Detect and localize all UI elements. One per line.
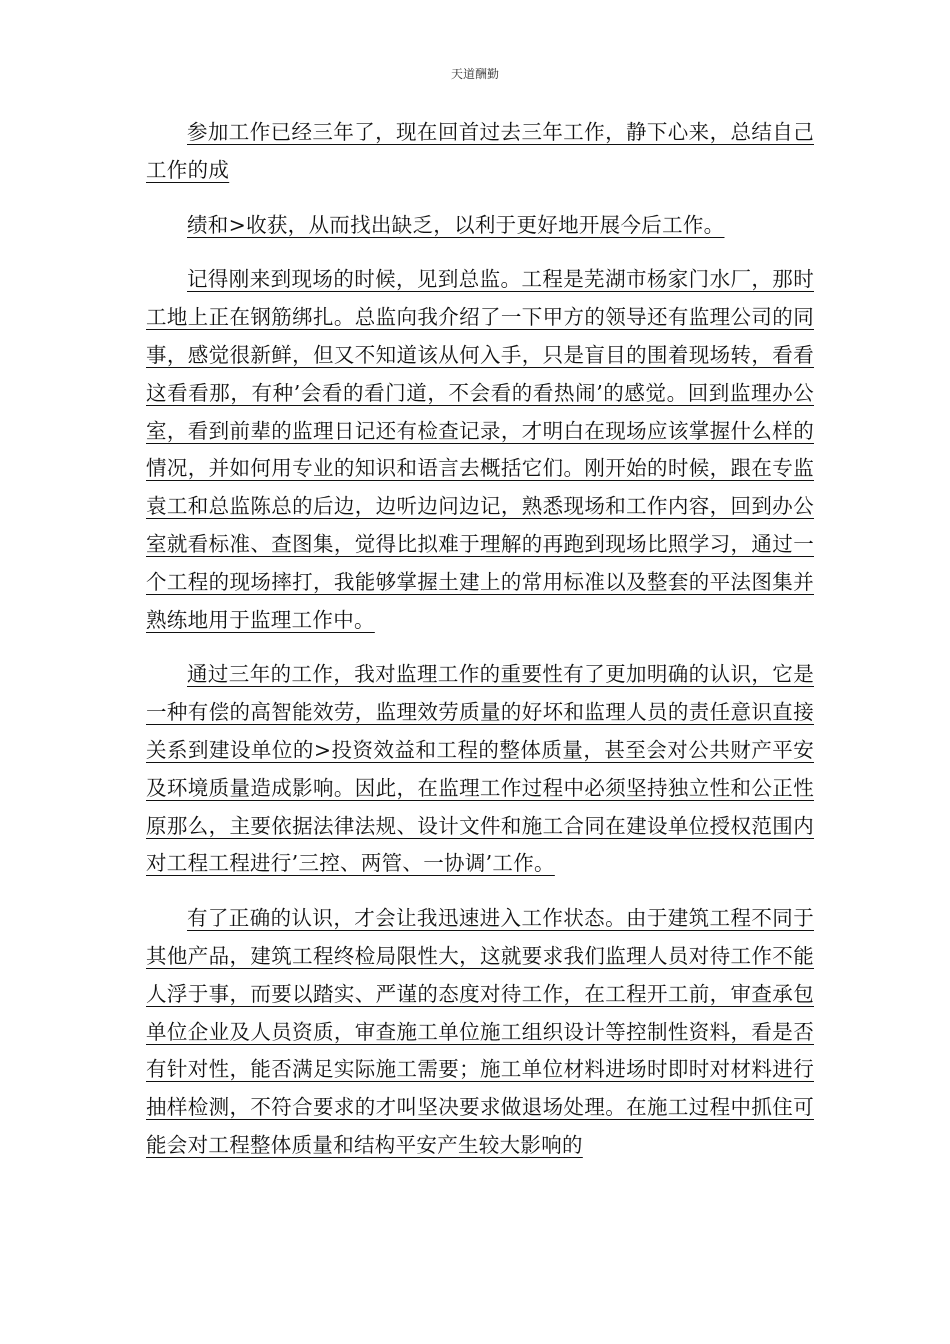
document-body: [146, 114, 814, 1182]
paragraph-2: 绩和>收获，从而找出缺乏，以利于更好地开展今后工作。: [187, 212, 725, 237]
paragraph-1: 参加工作已经三年了，现在回首过去三年工作，静下心来，总结自己工作的成: [146, 120, 814, 182]
page-header: 天道酬勤: [450, 67, 499, 81]
paragraph-3: 记得刚来到现场的时候，见到总监。工程是芜湖市杨家门水厂，那时工地上正在钢筋绑扎。总监向我介绍了一下甲方的领导还有监理公司的同事，感觉很新鲜，但又不知道该从何入手，只是盲目的围着现场转，看看这看看那，有种’会看的看门道，不会看的看热闹’的感觉。回到监理办公室，看到前辈的监理日记还有检查记录，才明白在现场应该掌握什么样的情况，并如何用专业的知识和语言去概括它们。刚开始的时候，跟在专监袁工和总监陈总的后边，边听边问边记，熟悉现场和工作内容，回到办公室就看标准、查图集，觉得比拟难于理解的再跑到现场比照学习，通过一个工程的现场摔打，我能够掌握土建上的常用标准以及整套的平法图集并熟练地用于监理工作中。: [146, 267, 814, 632]
paragraph-5: 有了正确的认识，才会让我迅速进入工作状态。由于建筑工程不同于其他产品，建筑工程终检局限性大，这就要求我们监理人员对待工作不能人浮于事，而要以踏实、严谨的态度对待工作，在工程开工前，审查承包单位企业及人员资质，审查施工单位施工组织设计等控制性资料，看是否有针对性，能否满足实际施工需要；施工单位材料进场时即时对材料进行抽样检测，不符合要求的才叫坚决要求做退场处理。在施工过程中抓住可能会对工程整体质量和结构平安产生较大影响的: [146, 906, 814, 1157]
paragraph-4: 通过三年的工作，我对监理工作的重要性有了更加明确的认识，它是一种有偿的高智能效劳，监理效劳质量的好坏和监理人员的责任意识直接关系到建设单位的>投资效益和工程的整体质量，甚至会对公共财产平安及环境质量造成影响。因此，在监理工作过程中必须坚持独立性和公正性原那么，主要依据法律法规、设计文件和施工合同在建设单位授权范围内对工程工程进行’三控、两管、一协调’工作。: [146, 662, 814, 876]
